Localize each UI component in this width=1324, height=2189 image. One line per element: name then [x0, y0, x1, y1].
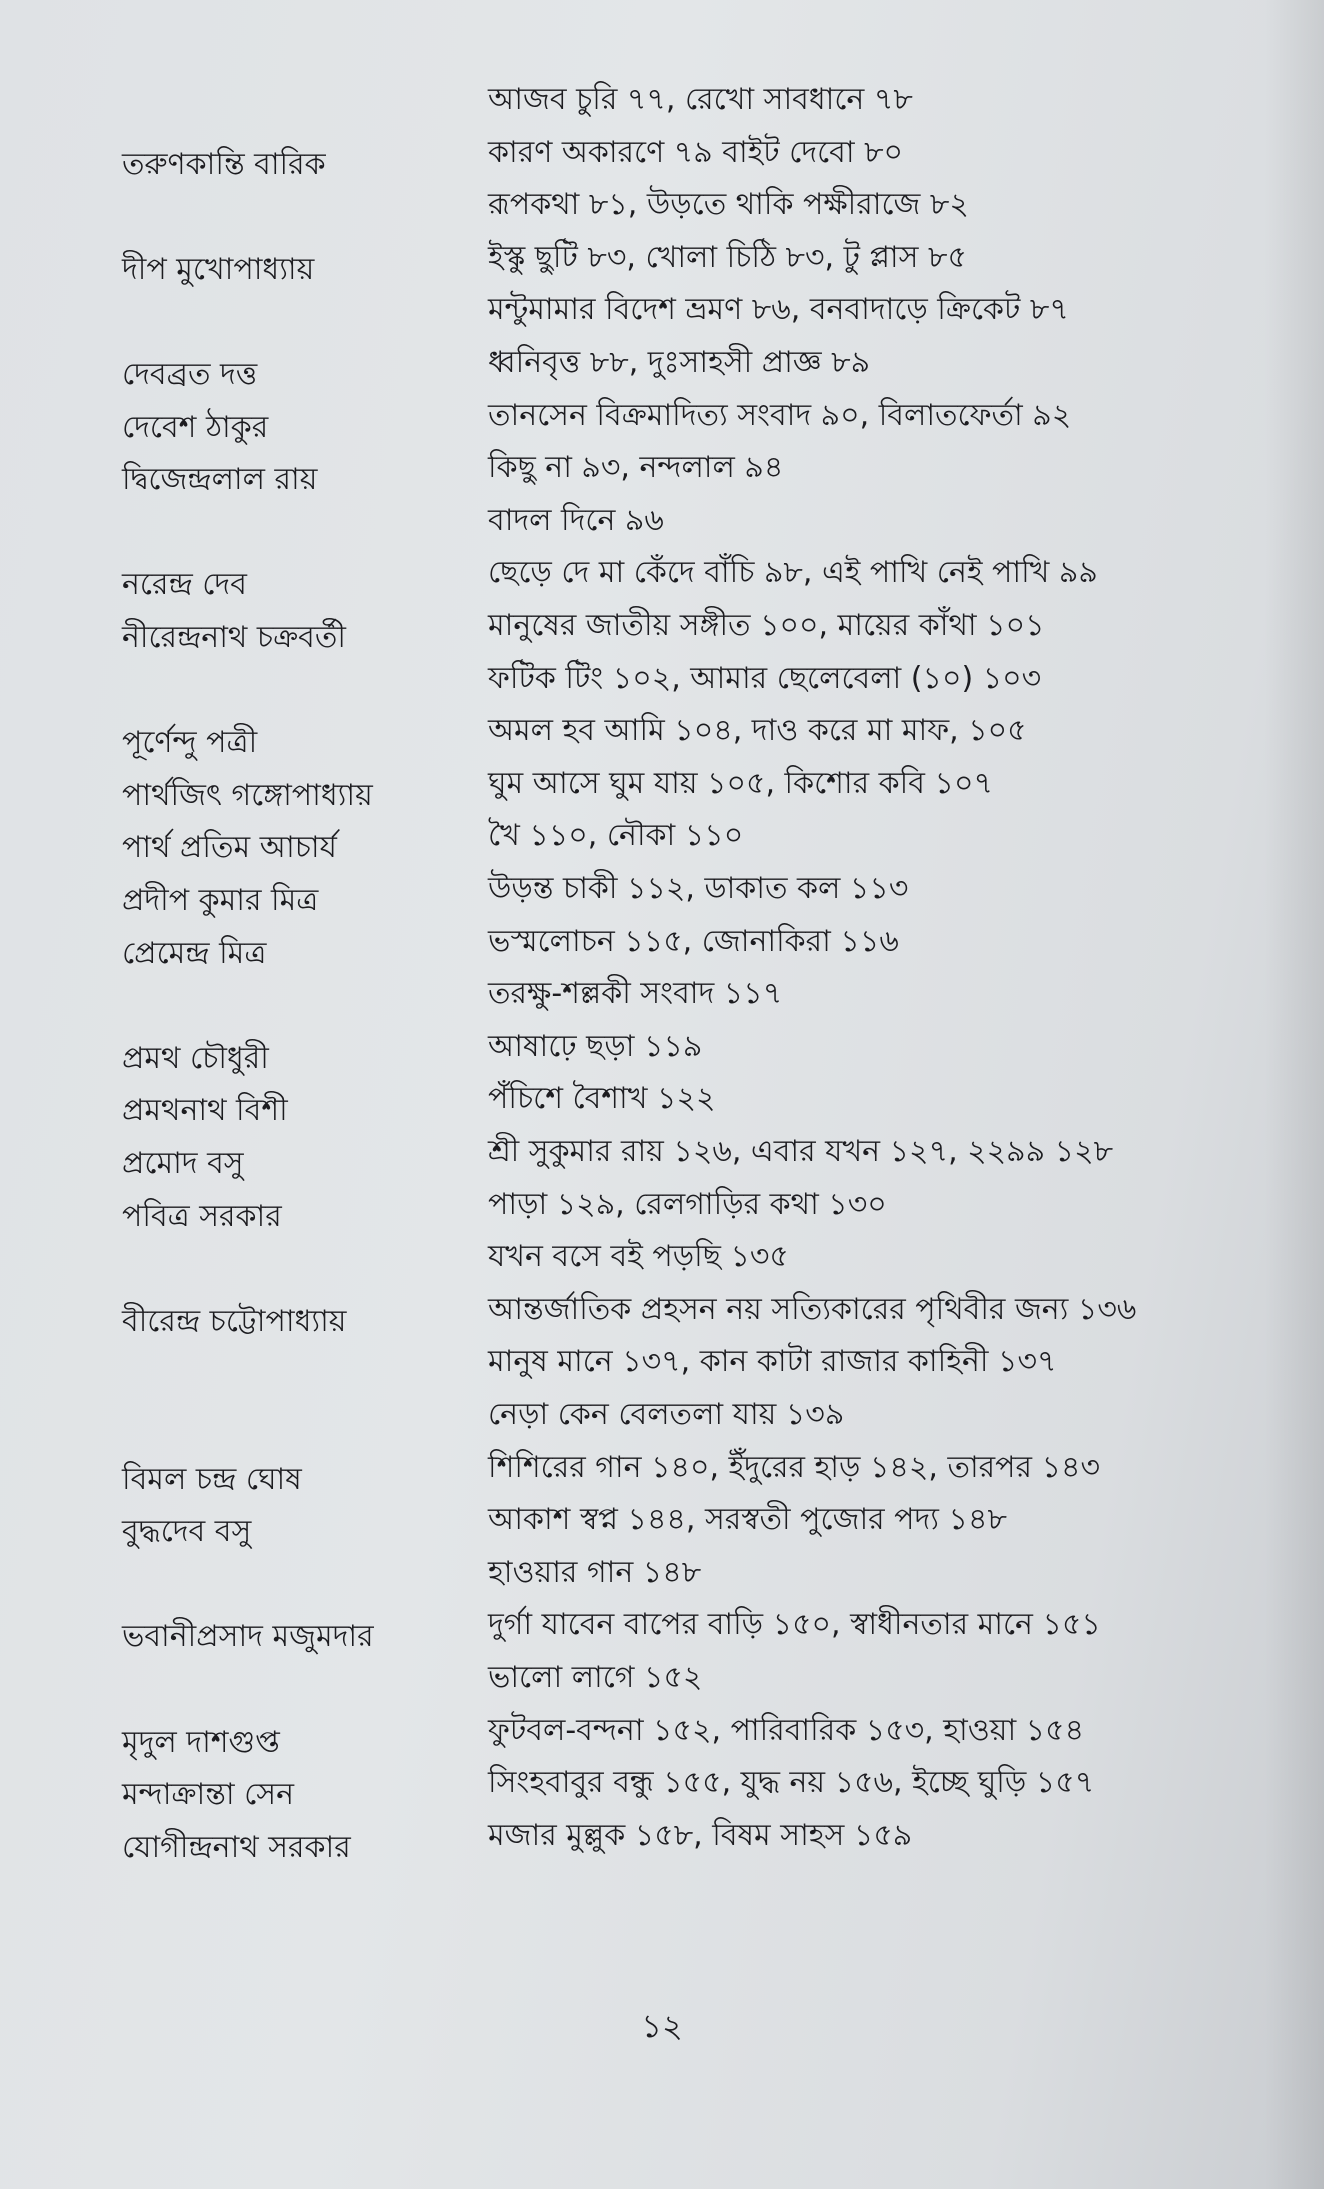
toc-row — [0, 1073, 1324, 1129]
poem-entries: পাড়া ১২৯, রেলগাড়ির কথা ১৩০ — [488, 1186, 887, 1222]
poem-entries: নেড়া কেন বেলতলা যায় ১৩৯ — [488, 1397, 845, 1432]
toc-row — [0, 284, 1324, 336]
poem-entries: আকাশ স্বপ্ন ১৪৪, সরস্বতী পুজোর পদ্য ১৪৮ — [488, 1502, 1007, 1538]
poem-entries: বাদল দিনে ৯৬ — [488, 502, 664, 538]
toc-row — [0, 1336, 1324, 1388]
toc-row — [0, 1231, 1324, 1283]
toc-row — [0, 1652, 1324, 1704]
author-name: দ্বিজেন্দ্রলাল রায় — [122, 462, 318, 498]
poem-entries: ঘুম আসে ঘুম যায় ১০৫, কিশোর কবি ১০৭ — [488, 765, 993, 801]
toc-row — [0, 1021, 1324, 1076]
author-name: নীরেন্দ্রনাথ চক্রবর্তী — [122, 620, 346, 655]
author-name: প্রমথনাথ বিশী — [122, 1093, 288, 1129]
poem-entries: ফটিক টিং ১০২, আমার ছেলেবেলা (১০) ১০৩ — [488, 660, 1042, 696]
author-name: প্রদীপ কুমার মিত্র — [122, 883, 319, 918]
author-name: মন্দাক্রান্তা সেন — [122, 1777, 295, 1813]
poem-entries: মানুষের জাতীয় সঙ্গীত ১০০, মায়ের কাঁথা ১০১ — [488, 608, 1045, 643]
author-name: বুদ্ধদেব বসু — [122, 1514, 252, 1550]
author-name: মৃদুল দাশগুপ্ত — [122, 1724, 280, 1760]
poem-entries: অমল হব আমি ১০৪, দাও করে মা মাফ, ১০৫ — [488, 713, 1027, 749]
poem-entries: হাওয়ার গান ১৪৮ — [488, 1554, 702, 1590]
poem-entries: রূপকথা ৮১, উড়তে থাকি পক্ষীরাজে ৮২ — [488, 187, 969, 223]
toc-row — [0, 968, 1324, 1020]
poem-entries: দুর্গা যাবেন বাপের বাড়ি ১৫০, স্বাধীনতার মানে ১৫১ — [488, 1607, 1101, 1643]
poem-entries: উড়ন্ত চাকী ১১২, ডাকাত কল ১১৩ — [488, 871, 909, 906]
toc-row — [0, 1599, 1324, 1655]
author-name: দেবব্রত দত্ত — [122, 357, 258, 392]
toc-row — [0, 127, 1324, 182]
toc-row — [0, 916, 1324, 971]
toc-row — [0, 74, 1324, 126]
poem-entries: আষাঢ়ে ছড়া ১১৯ — [488, 1028, 703, 1064]
toc-row — [0, 1284, 1324, 1339]
toc-row — [0, 653, 1324, 705]
toc-row — [0, 758, 1324, 813]
poem-entries: যখন বসে বই পড়ছি ১৩৫ — [488, 1239, 789, 1275]
author-name: বীরেন্দ্র চট্টোপাধ্যায় — [122, 1303, 347, 1339]
poem-entries: মজার মুল্লুক ১৫৮, বিষম সাহস ১৫৯ — [488, 1817, 913, 1853]
toc-row — [0, 232, 1324, 287]
poem-entries: মানুষ মানে ১৩৭, কান কাটা রাজার কাহিনী ১৩৭ — [488, 1344, 1057, 1380]
toc-row — [0, 179, 1324, 231]
toc-row — [0, 442, 1324, 498]
author-name: প্রেমেন্দ্র মিত্র — [122, 935, 267, 971]
toc-row — [0, 705, 1324, 761]
poem-entries: তরক্ষু-শল্লকী সংবাদ ১১৭ — [488, 976, 783, 1012]
toc-row — [0, 1547, 1324, 1599]
author-name: দেবেশ ঠাকুর — [122, 409, 269, 445]
toc-row — [0, 1705, 1324, 1760]
author-name: যোগীন্দ্রনাথ সরকার — [122, 1829, 351, 1865]
poem-entries: আন্তর্জাতিক প্রহসন নয় সত্যিকারের পৃথিবীর জন্য ১৩৬ — [488, 1291, 1137, 1327]
author-name: প্রমোদ বসু — [122, 1146, 244, 1181]
toc-row — [0, 390, 1324, 445]
page-number: ১২ — [641, 2007, 683, 2045]
author-name: তরুণকান্তি বারিক — [122, 146, 326, 182]
toc-row — [0, 1757, 1324, 1813]
poem-entries: কিছু না ৯৩, নন্দলাল ৯৪ — [488, 450, 784, 486]
author-name: পার্থজিৎ গঙ্গোপাধ্যায় — [122, 777, 373, 813]
poem-entries: কারণ অকারণে ৭৯ বাইট দেবো ৮০ — [488, 134, 904, 170]
toc-row — [0, 1442, 1324, 1497]
poem-entries: ভস্মলোচন ১১৫, জোনাকিরা ১১৬ — [488, 923, 899, 959]
author-name: প্রমথ চৌধুরী — [122, 1040, 269, 1076]
poem-entries: সিংহবাবুর বন্ধু ১৫৫, যুদ্ধ নয় ১৫৬, ইচ্ছে ঘুড়ি ১৫৭ — [488, 1765, 1095, 1801]
author-name: পার্থ প্রতিম আচার্য — [122, 830, 337, 866]
author-name: বিমল চন্দ্র ঘোষ — [122, 1461, 302, 1497]
poem-entries: শ্রী সুকুমার রায় ১২৬, এবার যখন ১২৭, ২২৯৯ ১২৮ — [488, 1134, 1114, 1169]
toc-row — [0, 1494, 1324, 1550]
toc-row — [0, 547, 1324, 603]
poem-entries: ইস্কু ছুটি ৮৩, খোলা চিঠি ৮৩, টু প্লাস ৮৫ — [488, 239, 967, 275]
toc-row — [0, 1179, 1324, 1234]
toc-row — [0, 337, 1324, 392]
toc-row — [0, 495, 1324, 547]
author-name: নরেন্দ্র দেব — [122, 567, 247, 603]
poem-entries: শিশিরের গান ১৪০, ইঁদুরের হাড় ১৪২, তারপর ১৪৩ — [488, 1449, 1101, 1485]
poem-entries: ফুটবল-বন্দনা ১৫২, পারিবারিক ১৫৩, হাওয়া ১৫৪ — [488, 1712, 1085, 1748]
poem-entries: পঁচিশে বৈশাখ ১২২ — [488, 1081, 716, 1117]
poem-entries: ছেড়ে দে মা কেঁদে বাঁচি ৯৮, এই পাখি নেই পাখি ৯৯ — [488, 555, 1098, 591]
toc-row — [0, 863, 1324, 918]
toc-row — [0, 1389, 1324, 1441]
toc-row — [0, 600, 1324, 655]
author-name: পবিত্র সরকার — [122, 1198, 282, 1234]
poem-entries: তানসেন বিক্রমাদিত্য সংবাদ ৯০, বিলাতফের্তা ৯২ — [488, 397, 1072, 433]
toc-row — [0, 1810, 1324, 1865]
toc-row — [0, 1126, 1324, 1181]
poem-entries: ধ্বনিবৃত্ত ৮৮, দুঃসাহসী প্রাজ্ঞ ৮৯ — [488, 345, 871, 380]
author-name: ভবানীপ্রসাদ মজুমদার — [122, 1619, 374, 1655]
author-name: পূর্ণেন্দু পত্রী — [122, 725, 258, 761]
author-name: দীপ মুখোপাধ্যায় — [122, 251, 315, 287]
poem-entries: মন্টুমামার বিদেশ ভ্রমণ ৮৬, বনবাদাড়ে ক্রিকেট ৮৭ — [488, 292, 1069, 328]
poem-entries: আজব চুরি ৭৭, রেখো সাবধানে ৭৮ — [488, 82, 913, 117]
toc-row — [0, 810, 1324, 866]
poem-entries: ভালো লাগে ১৫২ — [488, 1660, 703, 1695]
poem-entries: খৈ ১১০, নৌকা ১১০ — [488, 818, 744, 854]
